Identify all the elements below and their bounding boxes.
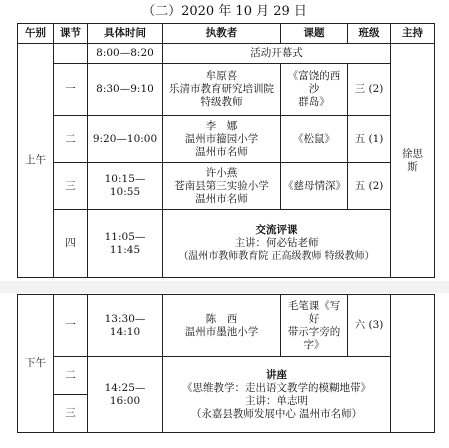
lesson-row	[18, 163, 435, 210]
header-time: 具体时间	[88, 24, 163, 44]
teacher-school: 乐清市教育研究培训院	[169, 83, 274, 95]
page-break	[0, 281, 449, 293]
exchange-speaker: 主讲：何必钻老师	[234, 237, 319, 249]
lesson-class: 三 (2)	[348, 64, 391, 116]
morning-label: 上午	[18, 44, 54, 278]
lesson-topic: 《慈母情深》	[281, 163, 348, 210]
exchange-detail: （温州市教师教育院 正高级教师 特级教师）	[178, 251, 375, 262]
header-row	[18, 24, 435, 44]
lesson-class: 五 (1)	[348, 116, 391, 163]
teacher-school: 温州市籀园小学	[184, 132, 259, 145]
afternoon-label: 下午	[18, 295, 54, 433]
lesson-teacher	[163, 295, 281, 357]
teacher-school: 苍南县第三实验小学	[174, 179, 269, 192]
teacher-name: 陈 西	[205, 312, 238, 325]
header-teacher: 执教者	[163, 24, 281, 44]
lecture-topic: 《思维教学：走出语文教学的模糊地带》	[182, 381, 371, 394]
exchange-content	[163, 210, 391, 278]
lesson-row	[18, 295, 435, 357]
exchange-no: 四	[54, 210, 88, 278]
lesson-topic: 毛笔课《写好 带示字旁的 字》	[281, 295, 348, 357]
lecture-title: 讲座	[266, 368, 287, 381]
lesson-no: 一	[54, 64, 88, 116]
lesson-time: 8:30—9:10	[88, 64, 163, 116]
lecture-speaker: 主讲：单志明	[245, 394, 308, 407]
teacher-name: 许小燕	[205, 166, 238, 179]
header-topic: 课题	[281, 24, 348, 44]
host-cell-afternoon	[391, 295, 435, 433]
host-name: 徐思 斯	[391, 44, 435, 278]
teacher-name: 牟原喜	[205, 70, 238, 82]
lesson-no: 二	[54, 116, 88, 163]
lecture-row	[18, 357, 435, 395]
opening-no	[54, 44, 88, 64]
header-class: 班级	[348, 24, 391, 44]
lecture-detail: （永嘉县教师发展中心 温州市名师）	[190, 407, 363, 420]
lecture-content	[163, 357, 391, 433]
lesson-time: 13:30—14:10	[88, 295, 163, 357]
opening-row	[18, 44, 435, 64]
header-period: 午别	[18, 24, 54, 44]
lesson-teacher	[163, 116, 281, 163]
lesson-topic: 《富饶的西沙 群岛》	[281, 64, 348, 116]
lesson-topic: 《松鼠》	[281, 116, 348, 163]
lesson-class: 五 (2)	[348, 163, 391, 210]
lesson-no: 三	[54, 163, 88, 210]
morning-schedule-table	[17, 23, 435, 278]
teacher-title: 温州市名师	[195, 192, 248, 205]
lecture-no-2: 二	[54, 357, 88, 395]
exchange-title: 交流评课	[255, 224, 298, 236]
afternoon-schedule-table	[17, 294, 435, 433]
lecture-no-3: 三	[54, 395, 88, 433]
lesson-time: 9:20—10:00	[88, 116, 163, 163]
teacher-title: 特级教师	[200, 96, 243, 108]
header-session: 课节	[54, 24, 88, 44]
lesson-row	[18, 64, 435, 116]
lecture-time: 14:25—16:00	[88, 357, 163, 433]
exchange-time: 11:05—11:45	[88, 210, 163, 278]
teacher-title: 温州市名师	[195, 145, 248, 158]
exchange-row	[18, 210, 435, 278]
opening-text: 活动开幕式	[163, 44, 391, 64]
lesson-class: 六 (3)	[348, 295, 391, 357]
lesson-time: 10:15—10:55	[88, 163, 163, 210]
lesson-teacher	[163, 64, 281, 116]
header-host: 主持	[391, 24, 435, 44]
lesson-teacher	[163, 163, 281, 210]
teacher-school: 温州市墨池小学	[184, 325, 259, 338]
teacher-name: 李 娜	[205, 119, 238, 132]
lesson-no: 一	[54, 295, 88, 357]
page-title: （二）2020 年 10 月 29 日	[142, 4, 307, 19]
lesson-row	[18, 116, 435, 163]
opening-time: 8:00—8:20	[88, 44, 163, 64]
